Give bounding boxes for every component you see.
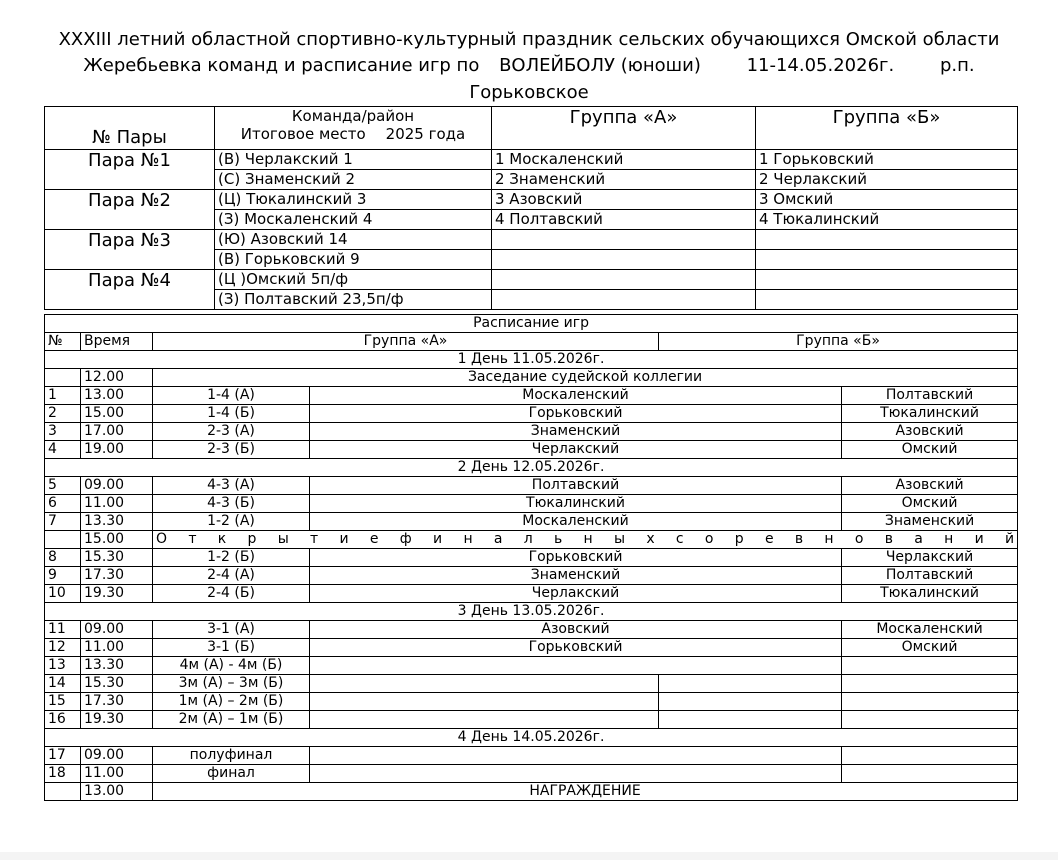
team-b: Омский — [842, 639, 1018, 657]
schedule-row — [45, 711, 1018, 729]
game-time: 17.00 — [81, 423, 153, 441]
schedule-table — [44, 314, 1018, 801]
group-b-slot — [756, 250, 1018, 270]
game-time: 19.00 — [81, 441, 153, 459]
pair-label: Пара №2 — [45, 190, 215, 230]
team-a: Москаленский — [310, 387, 842, 405]
team-a: Тюкалинский — [310, 495, 842, 513]
team-a: Черлакский — [310, 441, 842, 459]
game-pairing: 1-2 (Б) — [153, 549, 310, 567]
game-pairing: 2м (А) – 1м (Б) — [153, 711, 310, 729]
game-number: 11 — [45, 621, 81, 639]
schedule-row — [45, 747, 1018, 765]
empty-cell — [659, 693, 842, 711]
day-title: 3 День 13.05.2026г. — [45, 603, 1018, 621]
schedule-row — [45, 639, 1018, 657]
schedule-row — [45, 765, 1018, 783]
schedule-row — [45, 783, 1018, 801]
game-pairing: 2-4 (Б) — [153, 585, 310, 603]
schedule-row — [45, 567, 1018, 585]
group-b-slot: 4 Тюкалинский — [756, 210, 1018, 230]
empty-cell — [659, 711, 842, 729]
team-b — [842, 657, 1018, 675]
team-a — [310, 711, 659, 729]
schedule-row — [45, 387, 1018, 405]
pair-team-2: (З) Полтавский 23,5п/ф — [215, 290, 492, 310]
game-time: 11.00 — [81, 639, 153, 657]
team-a: Горьковский — [310, 549, 842, 567]
col-no-header: № — [45, 333, 81, 351]
col-group-a-header: Группа «А» — [492, 107, 756, 150]
schedule-row — [45, 423, 1018, 441]
col-team-title: Команда/район — [291, 107, 415, 125]
game-time: 09.00 — [81, 621, 153, 639]
col-team-subtitle-b: 2025 года — [385, 125, 466, 143]
game-pairing: 3-1 (А) — [153, 621, 310, 639]
game-number — [45, 369, 81, 387]
game-time: 17.30 — [81, 693, 153, 711]
group-a-slot: 3 Азовский — [492, 190, 756, 210]
group-b-slot — [756, 290, 1018, 310]
pair-team-1: (Ю) Азовский 14 — [215, 230, 492, 250]
schedule-row — [45, 657, 1018, 675]
schedule-row — [45, 585, 1018, 603]
team-a: Горьковский — [310, 639, 842, 657]
group-a-slot — [492, 250, 756, 270]
group-b-slot — [756, 230, 1018, 250]
schedule-row — [45, 513, 1018, 531]
event-label-spread: О т к р ы т и е ф и н а л ь н ы х с о р е в н о в а н и й — [153, 531, 1018, 549]
game-time: 19.30 — [81, 711, 153, 729]
title-dates: 11-14.05.2026г. — [746, 55, 895, 76]
game-time: 15.30 — [81, 549, 153, 567]
team-a — [310, 765, 842, 783]
game-pairing: 3м (А) – 3м (Б) — [153, 675, 310, 693]
game-number: 3 — [45, 423, 81, 441]
game-number — [45, 531, 81, 549]
schedule-title: Расписание игр — [45, 315, 1018, 333]
team-a: Азовский — [310, 621, 842, 639]
team-b: Тюкалинский — [842, 585, 1018, 603]
game-pairing: 2-4 (А) — [153, 567, 310, 585]
group-a-slot — [492, 290, 756, 310]
team-b: Азовский — [842, 477, 1018, 495]
team-b: Черлакский — [842, 549, 1018, 567]
game-number: 9 — [45, 567, 81, 585]
schedule-row — [45, 549, 1018, 567]
pair-team-1: (Ц )Омский 5п/ф — [215, 270, 492, 290]
col-group-b-schedule-header: Группа «Б» — [659, 333, 1018, 351]
team-b: Азовский — [842, 423, 1018, 441]
game-time: 17.30 — [81, 567, 153, 585]
group-a-slot — [492, 270, 756, 290]
game-time: 13.30 — [81, 513, 153, 531]
game-time: 19.30 — [81, 585, 153, 603]
game-time: 15.00 — [81, 531, 153, 549]
team-a — [310, 675, 659, 693]
game-pairing: 3-1 (Б) — [153, 639, 310, 657]
team-a: Полтавский — [310, 477, 842, 495]
group-a-slot: 2 Знаменский — [492, 170, 756, 190]
game-pairing: 1-2 (А) — [153, 513, 310, 531]
game-number: 10 — [45, 585, 81, 603]
game-pairing: 2-3 (А) — [153, 423, 310, 441]
game-number: 7 — [45, 513, 81, 531]
team-a: Знаменский — [310, 567, 842, 585]
game-pairing: полуфинал — [153, 747, 310, 765]
pair-team-1: (Ц) Тюкалинский 3 — [215, 190, 492, 210]
group-b-slot: 1 Горьковский — [756, 150, 1018, 170]
team-b: Омский — [842, 441, 1018, 459]
col-time-header: Время — [81, 333, 153, 351]
pair-team-1: (В) Черлакский 1 — [215, 150, 492, 170]
game-number: 17 — [45, 747, 81, 765]
day-row — [45, 729, 1018, 747]
game-pairing: 4м (А) - 4м (Б) — [153, 657, 310, 675]
group-a-slot — [492, 230, 756, 250]
day-title: 2 День 12.05.2026г. — [45, 459, 1018, 477]
game-number: 16 — [45, 711, 81, 729]
pair-row — [45, 190, 1018, 210]
game-pairing: 4-3 (А) — [153, 477, 310, 495]
game-time: 09.00 — [81, 477, 153, 495]
schedule-row — [45, 621, 1018, 639]
game-time: 12.00 — [81, 369, 153, 387]
group-b-slot — [756, 270, 1018, 290]
game-number: 12 — [45, 639, 81, 657]
game-time: 13.30 — [81, 657, 153, 675]
pair-row — [45, 150, 1018, 170]
team-a — [310, 693, 659, 711]
group-b-slot: 2 Черлакский — [756, 170, 1018, 190]
title-draw-text: Жеребьевка команд и расписание игр по — [83, 55, 480, 76]
game-time: 09.00 — [81, 747, 153, 765]
pair-row — [45, 270, 1018, 290]
pair-team-2: (В) Горьковский 9 — [215, 250, 492, 270]
col-group-b-header: Группа «Б» — [756, 107, 1018, 150]
schedule-row — [45, 441, 1018, 459]
team-b: Знаменский — [842, 513, 1018, 531]
game-time: 13.00 — [81, 783, 153, 801]
team-b — [842, 747, 1018, 765]
schedule-row — [45, 495, 1018, 513]
pair-team-2: (С) Знаменский 2 — [215, 170, 492, 190]
group-b-slot: 3 Омский — [756, 190, 1018, 210]
doc-title-place: Горьковское — [469, 82, 589, 103]
game-time: 15.30 — [81, 675, 153, 693]
day-row — [45, 351, 1018, 369]
team-a — [310, 747, 842, 765]
game-time: 11.00 — [81, 765, 153, 783]
team-b: Полтавский — [842, 387, 1018, 405]
game-pairing: 4-3 (Б) — [153, 495, 310, 513]
team-b — [842, 675, 1018, 693]
team-a: Черлакский — [310, 585, 842, 603]
pair-label: Пара №3 — [45, 230, 215, 270]
col-pair-header: № Пары — [45, 107, 215, 150]
team-a: Горьковский — [310, 405, 842, 423]
team-b: Омский — [842, 495, 1018, 513]
game-time: 15.00 — [81, 405, 153, 423]
game-number: 8 — [45, 549, 81, 567]
schedule-row — [45, 693, 1018, 711]
pair-label: Пара №4 — [45, 270, 215, 310]
day-row — [45, 603, 1018, 621]
schedule-row — [45, 477, 1018, 495]
game-number: 14 — [45, 675, 81, 693]
team-a — [310, 657, 842, 675]
day-title: 4 День 14.05.2026г. — [45, 729, 1018, 747]
pair-team-2: (З) Москаленский 4 — [215, 210, 492, 230]
draw-table — [44, 106, 1018, 310]
game-number: 2 — [45, 405, 81, 423]
team-a: Москаленский — [310, 513, 842, 531]
team-b: Тюкалинский — [842, 405, 1018, 423]
day-title: 1 День 11.05.2026г. — [45, 351, 1018, 369]
game-number: 5 — [45, 477, 81, 495]
doc-title-line1: XXXIII летний областной спортивно-культурный праздник сельских обучающихся Омской области — [58, 29, 1000, 50]
game-number: 15 — [45, 693, 81, 711]
game-pairing: 1-4 (Б) — [153, 405, 310, 423]
col-team-subtitle-a: Итоговое место — [240, 125, 366, 143]
event-label: НАГРАЖДЕНИЕ — [153, 783, 1018, 801]
col-team-header — [215, 107, 492, 150]
game-time: 11.00 — [81, 495, 153, 513]
col-group-a-schedule-header: Группа «А» — [153, 333, 659, 351]
group-a-slot: 1 Москаленский — [492, 150, 756, 170]
game-pairing: 2-3 (Б) — [153, 441, 310, 459]
pair-label: Пара №1 — [45, 150, 215, 190]
game-pairing: финал — [153, 765, 310, 783]
game-time: 13.00 — [81, 387, 153, 405]
team-a: Знаменский — [310, 423, 842, 441]
title-place-prefix: р.п. — [939, 55, 975, 76]
game-number: 18 — [45, 765, 81, 783]
game-number: 6 — [45, 495, 81, 513]
event-label: Заседание судейской коллегии — [153, 369, 1018, 387]
team-b — [842, 693, 1018, 711]
day-row — [45, 459, 1018, 477]
game-number: 1 — [45, 387, 81, 405]
pair-row — [45, 230, 1018, 250]
team-b — [842, 765, 1018, 783]
game-pairing: 1-4 (А) — [153, 387, 310, 405]
game-pairing: 1м (А) – 2м (Б) — [153, 693, 310, 711]
schedule-row — [45, 405, 1018, 423]
schedule-row — [45, 531, 1018, 549]
game-number: 4 — [45, 441, 81, 459]
schedule-row — [45, 675, 1018, 693]
team-b: Москаленский — [842, 621, 1018, 639]
game-number: 13 — [45, 657, 81, 675]
empty-cell — [659, 675, 842, 693]
game-number — [45, 783, 81, 801]
team-b: Полтавский — [842, 567, 1018, 585]
doc-title-line2 — [0, 54, 1058, 78]
group-a-slot: 4 Полтавский — [492, 210, 756, 230]
schedule-row — [45, 369, 1018, 387]
col-team-subtitle — [218, 125, 488, 143]
title-sport: ВОЛЕЙБОЛУ (юноши) — [499, 55, 701, 76]
team-b — [842, 711, 1018, 729]
